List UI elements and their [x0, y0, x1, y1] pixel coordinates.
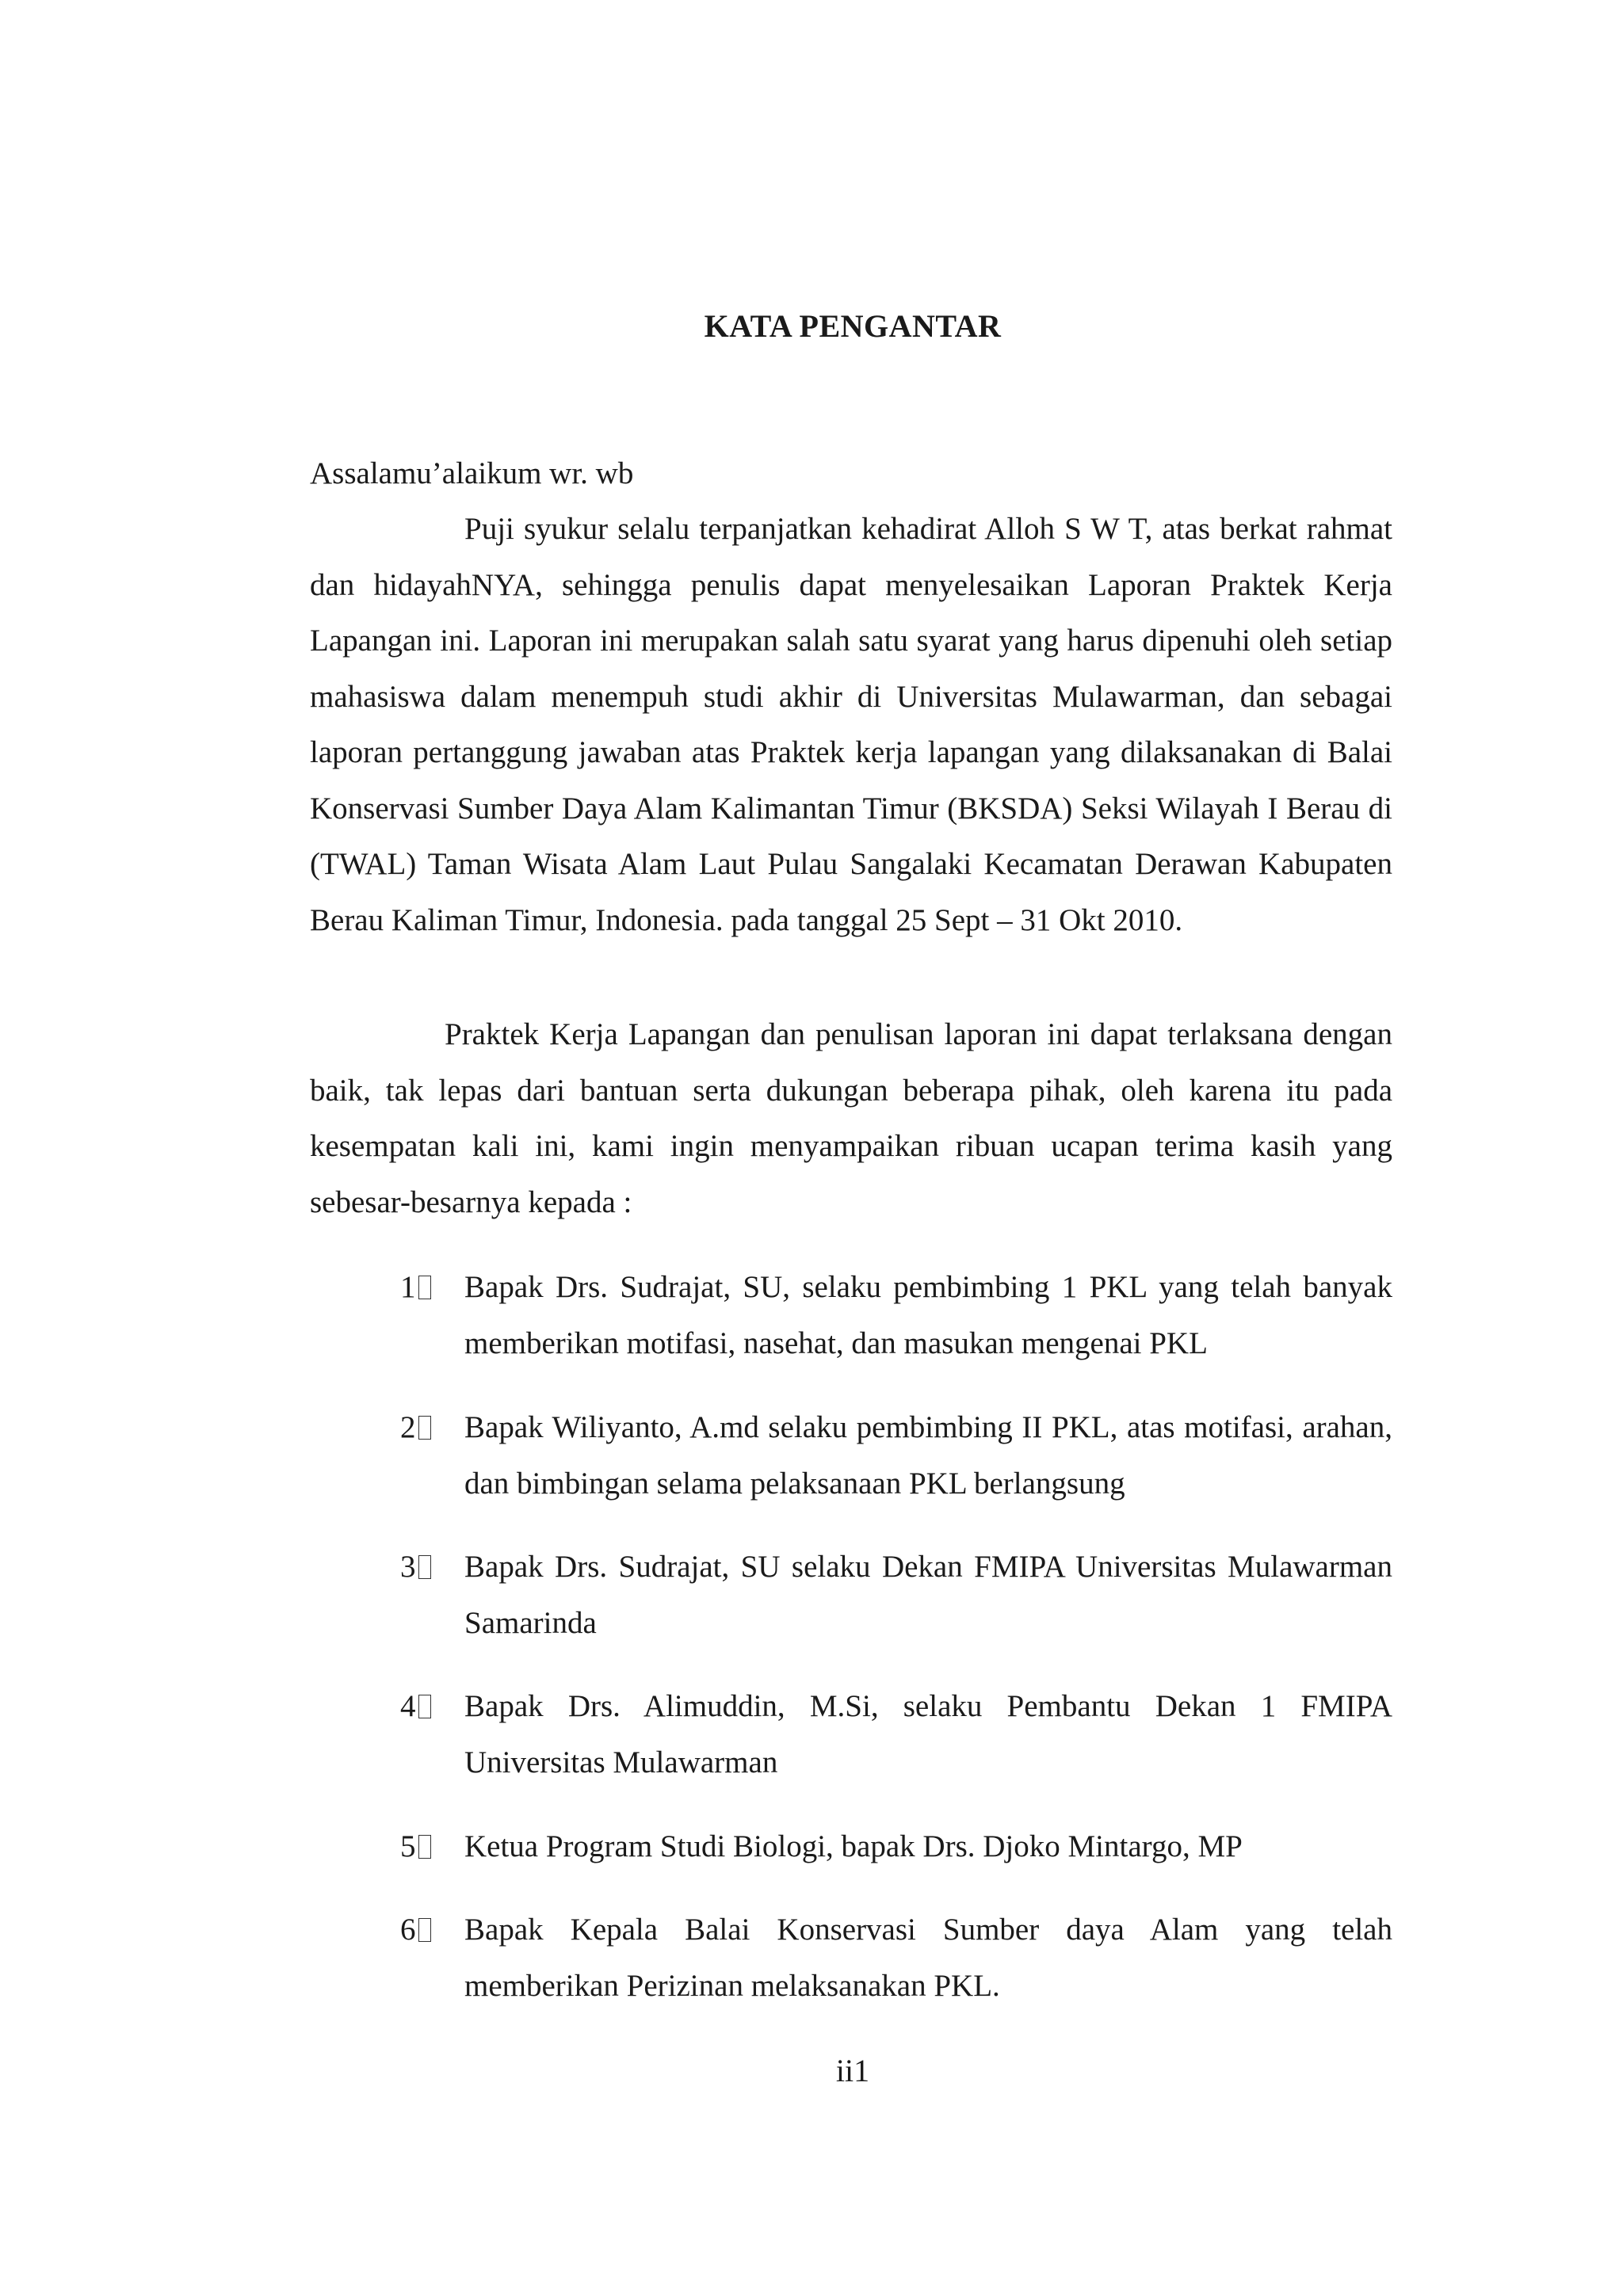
list-item-number: 1 — [400, 1260, 448, 1316]
paragraph-1: Puji syukur selalu terpanjatkan kehadirat Alloh S W T, atas berkat rahmat dan hidayahNYA, sehingga penulis dapat menyelesaikan Laporan Praktek Kerja Lapangan ini. Laporan ini merupakan salah satu syarat yang harus dipenuhi oleh setiap mahasiswa dalam menempuh studi akhir di Universitas Mulawarman, dan sebagai laporan pertanggung jawaban atas Praktek kerja lapangan yang dilaksanakan di Balai Konservasi Sumber Daya Alam Kalimantan Timur (BKSDA) Seksi Wilayah I Berau di (TWAL) Taman Wisata Alam Laut Pulau Sangalaki Kecamatan Derawan Kabupaten Berau Kaliman Timur, Indonesia. pada tanggal 25 Sept – 31 Okt 2010. — [310, 512, 1392, 937]
list-item-number: 2 — [400, 1400, 448, 1456]
bullet-box-icon — [418, 1695, 431, 1718]
list-item-text: Ketua Program Studi Biologi, bapak Drs. Djoko Mintargo, MP — [464, 1829, 1243, 1863]
greeting: Assalamu’alaikum wr. wb — [310, 456, 634, 490]
bullet-box-icon — [418, 1276, 431, 1299]
list-item-text: Bapak Kepala Balai Konservasi Sumber daya Alam yang telah memberikan Perizinan melaksanakan PKL. — [464, 1913, 1392, 2003]
bullet-box-icon — [418, 1416, 431, 1440]
list-item-text: Bapak Drs. Alimuddin, M.Si, selaku Pembantu Dekan 1 FMIPA Universitas Mulawarman — [464, 1689, 1392, 1779]
list-item — [400, 1539, 1392, 1651]
list-item-number: 3 — [400, 1539, 448, 1596]
list-item-number: 4 — [400, 1679, 448, 1735]
list-item-number: 5 — [400, 1819, 448, 1875]
document-title: KATA PENGANTAR — [704, 308, 1002, 344]
bullet-box-icon — [418, 1835, 431, 1859]
list-item-text: Bapak Drs. Sudrajat, SU selaku Dekan FMIPA Universitas Mulawarman Samarinda — [464, 1550, 1392, 1640]
list-item — [400, 1902, 1392, 2014]
list-item — [400, 1819, 1392, 1875]
list-item-text: Bapak Drs. Sudrajat, SU, selaku pembimbing 1 PKL yang telah banyak memberikan motifasi, nasehat, dan masukan mengenai PKL — [464, 1270, 1392, 1360]
paragraph-2: Praktek Kerja Lapangan dan penulisan laporan ini dapat terlaksana dengan baik, tak lepas dari bantuan serta dukungan beberapa pihak, oleh karena itu pada kesempatan kali ini, kami ingin menyampaikan ribuan ucapan terima kasih yang sebesar-besarnya kepada : — [310, 1017, 1392, 1219]
bullet-box-icon — [418, 1555, 431, 1579]
page-number: ii1 — [835, 2053, 870, 2088]
list-item-number: 6 — [400, 1902, 448, 1958]
bullet-box-icon — [418, 1918, 431, 1942]
list-item — [400, 1400, 1392, 1512]
list-item — [400, 1260, 1392, 1371]
list-item-text: Bapak Wiliyanto, A.md selaku pembimbing II PKL, atas motifasi, arahan, dan bimbingan selama pelaksanaan PKL berlangsung — [464, 1410, 1392, 1501]
list-item — [400, 1679, 1392, 1791]
